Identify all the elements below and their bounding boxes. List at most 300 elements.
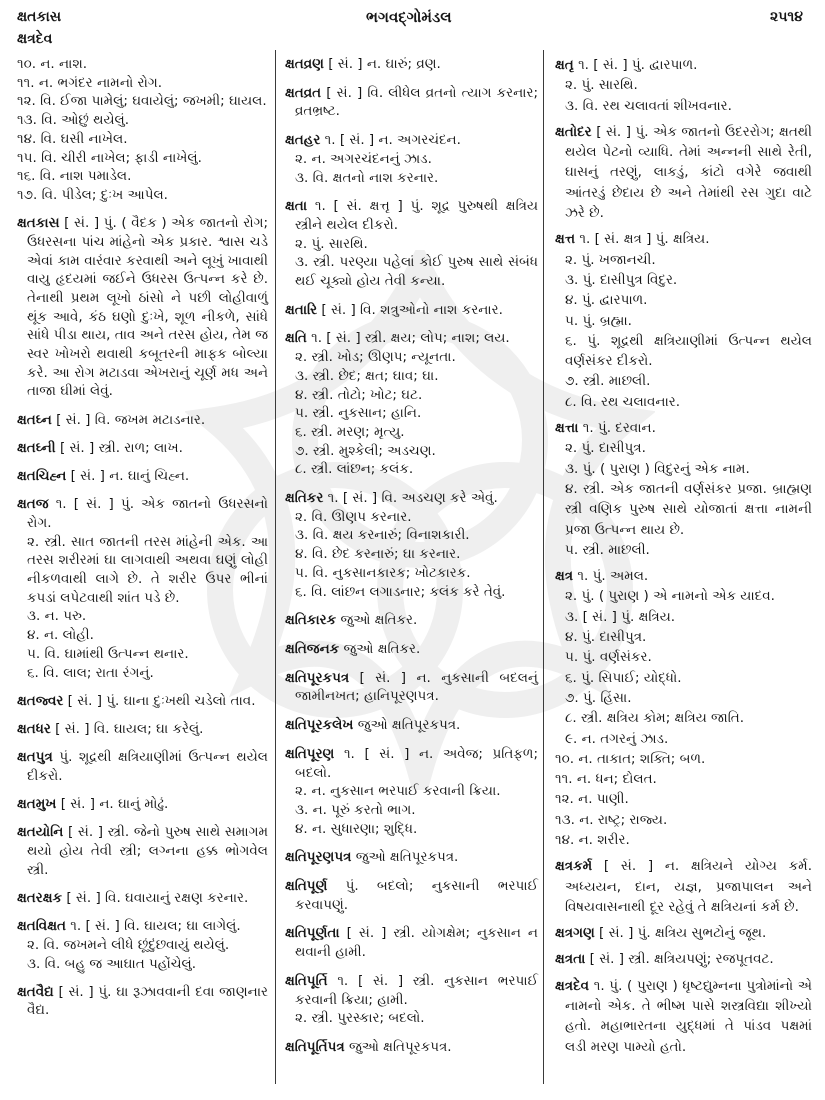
sense-text: પું. સિપાઈ; યોદ્ધો.	[581, 669, 682, 686]
sense-number: ૩.	[295, 801, 309, 818]
headword: ક્ષત્ર	[555, 568, 574, 585]
sense-number: ૪.	[295, 386, 308, 403]
sense	[555, 789, 812, 809]
sense	[285, 526, 538, 545]
dictionary-entry	[17, 917, 268, 936]
sense	[285, 169, 538, 188]
sense-text: પું. દાસીપુત્ર વિદુર.	[582, 271, 678, 288]
headword: ક્ષતિજનક	[285, 640, 340, 657]
sense-number: ૧૦.	[17, 56, 37, 72]
sense	[285, 367, 538, 386]
definition: [ સં. ] સ્ત્રી. જેનો પુરુષ સાથે સમાગમ થયો હોય તેવી સ્ત્રી; લગ્નના હક્ક ભોગવેલ સ્ત્રી.	[27, 824, 268, 878]
sense-number: ૨.	[295, 508, 308, 525]
sense-number: ૭.	[565, 689, 579, 706]
sense-text: સ્ત્રી. તોટો; ખોટ; ઘટ.	[311, 386, 423, 403]
sense-number: ૫.	[27, 645, 41, 662]
sense	[285, 442, 538, 461]
dictionary-entry	[285, 611, 538, 630]
sense	[285, 545, 538, 564]
sense	[555, 311, 812, 331]
headword: ક્ષતજ	[17, 496, 49, 513]
sense-number: ૭.	[565, 373, 579, 390]
sense	[555, 270, 812, 290]
sense-text: વિ. ક્ષય કરનારું; વિનાશકારી.	[312, 527, 470, 544]
column-divider	[543, 50, 544, 1084]
definition: ૧. [ સં. ] વિ. અડચણ કરે એવું.	[327, 490, 498, 507]
sense-number: ૬.	[565, 332, 577, 349]
sense	[17, 626, 268, 645]
sense-number: ૪.	[27, 627, 40, 644]
sense	[17, 74, 268, 93]
guide-word-last: ક્ષત્રદેવ	[17, 31, 53, 47]
sense	[555, 708, 812, 728]
dictionary-entry	[555, 55, 812, 75]
sense-number: ૧૩.	[555, 811, 575, 828]
headword: ક્ષતિપૂરકપત્ર	[285, 669, 350, 686]
sense-number: ૨.	[27, 533, 40, 550]
sense	[285, 253, 538, 290]
sense-text: ન. સુધારણા; શુદ્ધિ.	[311, 820, 418, 837]
dictionary-entry	[285, 489, 538, 508]
sense-number: ૧૦.	[555, 750, 575, 767]
sense	[555, 668, 812, 688]
sense-text: સ્ત્રી. ક્ષત્રિય કોમ; ક્ષત્રિય જાતિ.	[581, 710, 745, 727]
sense	[555, 371, 812, 391]
headword: ક્ષતૃ	[555, 57, 574, 73]
sense	[17, 111, 268, 130]
headword: ક્ષતરક્ષક	[17, 889, 63, 906]
sense-text: ન. રાષ્ટ્ર; રાજ્ય.	[579, 811, 668, 828]
sense-text: સ્ત્રી. છેદ; ક્ષત; ઘાવ; ઘા.	[312, 367, 439, 384]
definition: [ સં. ] વિ. લીધેલ વ્રતનો ત્યાગ કરનાર; વ્રતભ્રષ્ટ.	[295, 84, 539, 120]
column-left	[17, 55, 268, 1020]
sense	[17, 92, 268, 111]
headword: ક્ષતપુત્ર	[17, 749, 53, 766]
dictionary-entry	[17, 439, 268, 458]
sense-number: ૮.	[565, 393, 577, 410]
sense	[555, 250, 812, 270]
sense	[17, 149, 268, 168]
definition: [ સં. ] પું. ક્ષત્રિય સુભટોનું જૂથ.	[599, 925, 767, 942]
definition: [ સં. ] ન. ઘાનું ચિહ્ન.	[70, 468, 190, 485]
dictionary-entry	[555, 122, 812, 223]
sense-text: વિ. રથ ચલાવનાર.	[581, 393, 681, 410]
sense-number: ૫.	[565, 649, 579, 666]
dictionary-entry	[285, 640, 538, 659]
sense	[17, 645, 268, 664]
sense-text: [ સં. ] પું. ક્ષત્રિય.	[582, 608, 676, 625]
dictionary-entry	[555, 566, 812, 586]
sense-text: વિ. નુકસાનકારક; ખોટકારક.	[312, 564, 471, 581]
sense-text: પું. વર્ણસંકર.	[582, 649, 652, 666]
sense-number: ૬.	[565, 669, 577, 686]
sense-text: ન. ધન; દોલત.	[576, 771, 657, 788]
definition: [ સં. ] ન. ઘાનું મોઢું.	[60, 796, 169, 813]
definition: [ સં. ] પું. એક જાતનો ઉદરરોગ; ક્ષતથી થયેલ પેટનો વ્યાધિ. તેમાં અન્નની સાથે રેતી, ઘાસનું તરણું, લાકડું, કાંટો વગેરે જવાથી આંતરડું છેદાય છે અને તેમાંથી રસ ગુદા વાટે ઝરે છે.	[565, 123, 812, 222]
definition: [ સં. ] સ્ત્રી. રાળ; લાખ.	[59, 439, 183, 456]
sense-text: વિ. ઘામાંથી ઉત્પન્ન થનાર.	[44, 645, 189, 662]
headword: ક્ષતા	[285, 198, 308, 215]
sense-text: સ્ત્રી. એક જાતની વર્ણસંકર પ્રજા. બ્રાહ્મણ સ્ત્રી વણિક પુરુષ સાથે યોજાતાં ક્ષત્તા નામની પ્રજા ઉત્પન્ન થાય છે.	[565, 480, 812, 538]
sense-number: ૨.	[565, 440, 578, 457]
sense	[555, 830, 812, 850]
sense	[285, 150, 538, 169]
sense-text: સ્ત્રી. મુશ્કેલી; અડચણ.	[312, 442, 436, 459]
cross-reference: જુઓ ક્ષતિકર.	[343, 640, 421, 657]
sense-number: ૬.	[295, 423, 307, 440]
dictionary-entry	[285, 1038, 538, 1057]
sense	[555, 479, 812, 540]
dictionary-entry	[555, 949, 812, 969]
dictionary-entry	[285, 301, 538, 320]
sense-number: ૩.	[565, 460, 579, 477]
page-title: ભગવદ્ગોમંડલ	[366, 8, 452, 26]
sense-text: સ્ત્રી. મરણ; મૃત્યુ.	[311, 423, 405, 440]
sense-number: ૪.	[565, 292, 578, 309]
dictionary-entry	[17, 411, 268, 430]
definition: પું. બદલો; નુકસાની ભરપાઈ કરવાપણું.	[295, 878, 538, 913]
headword: ક્ષતિપૂરણ	[285, 745, 335, 762]
sense-text: ન. નુકસાન ભરપાઈ કરવાની ક્રિયા.	[311, 783, 501, 800]
sense-number: ૧૩.	[17, 112, 37, 129]
sense	[555, 75, 812, 95]
sense-text: વિ. બહુ જ આઘાત પહોંચેલું.	[44, 955, 196, 972]
sense-text: પું. ( પુરાણ ) એ નામનો એક યાદવ.	[581, 588, 775, 605]
sense-number: ૧૨.	[555, 791, 574, 808]
sense-text: ન. ભગંદર નામનો રોગ.	[38, 74, 163, 91]
sense	[555, 438, 812, 458]
headword: ક્ષતચિહ્ન	[17, 468, 67, 485]
headword: ક્ષતવિક્ષત	[17, 918, 66, 935]
sense-text: વિ. પીડેલ; દુઃખ આપેલ.	[41, 186, 168, 203]
sense-number: ૩.	[565, 271, 579, 288]
definition: [ સં. ] પું. ( વૈદક ) એક જાતનો રોગ; ઉધરસના પાંચ માંહેનો એક પ્રકાર. શ્વાસ ચડે એવાં કામ વારંવાર કરવાથી અને લૂખું ખાવાથી વાયુ હૃદયમાં જઈને ઉધરસ ઉત્પન્ન કરે છે. તેનાથી પ્રથમ લૂખો ઠાંસો ને પછી લોહીવાળું થૂંક આવે, કંઠ ઘણો દુઃખે, શૂળ નીકળે, સાંધે સાંધે પીડા થાય, તાવ અને તરસ હોય, તેમ જ સ્વર ખોખરો થવાથી કબૂતરની માફક બોલ્યા કરે. આ રોગ મટાડવા એખરાનું ચૂર્ણ મધ અને તાજા ઘીમાં લેવું.	[27, 215, 268, 400]
dictionary-entry	[285, 55, 538, 74]
dictionary-entry	[285, 848, 538, 867]
sense-text: વિ. ઊણપ કરનાર.	[311, 508, 412, 525]
dictionary-entry	[555, 856, 812, 917]
sense	[555, 769, 812, 789]
sense	[17, 664, 268, 683]
sense	[285, 801, 538, 820]
cross-reference: જુઓ ક્ષતિપૂરકપત્ર.	[348, 1038, 452, 1055]
dictionary-entry	[17, 889, 268, 908]
dictionary-entry	[285, 84, 538, 121]
sense-text: પું. સારથિ.	[311, 235, 368, 252]
sense-number: ૩.	[27, 608, 41, 625]
sense-number: ૨.	[295, 783, 308, 800]
sense-number: ૩.	[295, 169, 309, 186]
sense-text: પું. ખજાનચી.	[581, 251, 656, 268]
sense-text: પું. બ્રહ્મા.	[582, 312, 632, 329]
sense-number: ૯.	[565, 730, 578, 747]
sense-text: ન. લોહી.	[43, 627, 94, 644]
cross-reference: જુઓ ક્ષતિકર.	[340, 612, 418, 629]
column-divider	[275, 50, 276, 1084]
sense	[285, 348, 538, 367]
headword: ક્ષતકાસ	[17, 215, 60, 232]
sense-number: ૪.	[295, 820, 308, 837]
sense-text: સ્ત્રી. સાત જાતની તરસ માંહેની એક. આ તરસ શરીરમાં ઘા લાગવાથી અથવા ઘણું લોહી નીકળવાથી લાગે છે. તે શરીર ઉપર ભીનાં કપડાં લપેટવાથી શાંત પડે છે.	[27, 533, 269, 606]
dictionary-entry	[285, 972, 538, 1009]
sense	[285, 386, 538, 405]
dictionary-entry	[555, 923, 812, 943]
dictionary-entry	[17, 214, 268, 401]
sense	[285, 1009, 538, 1028]
sense-text: વિ. લાલ; રાતા રંગનું.	[43, 664, 154, 681]
definition: [ સં. ] ન. નુકસાની બદલનું જામીનખત; હાનિપૂરણપત્ર.	[295, 669, 538, 705]
sense	[285, 782, 538, 801]
sense-text: વિ. નાશ પમાડેલ.	[39, 168, 132, 185]
sense	[17, 936, 268, 955]
sense	[17, 130, 268, 149]
sense-text: ન. શરીર.	[578, 831, 630, 848]
headword: ક્ષતજ્વર	[17, 692, 64, 709]
dictionary-entry	[285, 877, 538, 914]
sense	[285, 820, 538, 839]
definition: ૧. [ સં. ] પું. દ્વારપાળ.	[578, 57, 698, 73]
sense	[555, 459, 812, 479]
dictionary-entry	[555, 976, 812, 1057]
sense-text: ન. નાશ.	[40, 56, 88, 72]
headword: ક્ષત્રદેવ	[555, 977, 590, 994]
headword: ક્ષતહર	[285, 132, 321, 149]
definition: ૧. [ સં. ] સ્ત્રી. નુકસાન ભરપાઈ કરવાની ક્રિયા; હામી.	[295, 972, 538, 1008]
headword: ક્ષતિપૂર્ણતા	[285, 925, 340, 942]
sense	[555, 647, 812, 667]
definition: [ સં. ] પું. ઘા રૂઝાવવાની દવા જાણનાર વૈદ્ય.	[27, 983, 268, 1019]
definition: ૧. [ સં. ક્ષત્ર ] પું. ક્ષત્રિય.	[579, 231, 710, 248]
sense	[17, 955, 268, 974]
sense-text: ન. પરુ.	[44, 608, 87, 625]
sense-number: ૨.	[27, 936, 40, 953]
sense-text: વિ. છેદ કરનારું; ઘા કરનાર.	[311, 546, 461, 563]
dictionary-entry	[17, 720, 268, 739]
definition: [ સં. ] વિ. ઘવાયાનું રક્ષણ કરનાર.	[66, 889, 249, 906]
sense	[17, 186, 268, 205]
headword: ક્ષતિ	[285, 330, 307, 347]
definition: [ સં. ] સ્ત્રી. યોગક્ષેમ; નુકસાન ન થવાની હામી.	[295, 925, 538, 961]
definition: ૧. પું. ( પુરાણ ) ધૃષ્ટદ્યુમ્નના પુત્રોમાંનો એ નામનો એક. તે ભીષ્મ પાસે શસ્ત્રવિદ્યા શીખ્યો હતો. મહાભારતના યુદ્ધમાં તે પાંડવ પક્ષમાં લડી મરણ પામ્યો હતો.	[565, 977, 812, 1055]
definition: ૧. [ સં. ક્ષત્તૃ ] પું. શૂદ્ર પુરુષથી ક્ષત્રિય સ્ત્રીને થયેલ દીકરો.	[295, 198, 538, 233]
definition: [ સં. ] ન. ક્ષત્રિયને યોગ્ય કર્મ. અધ્યયન, દાન, યજ્ઞ, પ્રજાપાલન અને વિષયવાસનાથી દૂર રહેવું તે ક્ષત્રિયનાં કર્મ છે.	[565, 858, 812, 915]
dictionary-entry	[285, 924, 538, 961]
sense	[285, 423, 538, 442]
sense-number: ૧૪.	[17, 130, 37, 147]
dictionary-entry	[285, 131, 538, 150]
headword: ક્ષત્રતા	[555, 951, 586, 968]
definition: [ સં. ] વિ. શત્રુઓનો નાશ કરનાર.	[321, 301, 503, 318]
sense	[555, 540, 812, 560]
sense-text: સ્ત્રી. માછલી.	[582, 373, 651, 390]
sense-number: ૪.	[565, 480, 578, 497]
headword: ક્ષતિપૂર્તિ	[285, 972, 328, 989]
dictionary-entry	[555, 229, 812, 249]
sense-text: પું. શૂદ્રથી ક્ષત્રિયાણીમાં ઉત્પન્ન થયેલ વર્ણસંકર દીકરો.	[565, 332, 813, 370]
sense-text: ન. અગરચંદનનું ઝાડ.	[311, 150, 432, 167]
sense-number: ૨.	[295, 349, 308, 366]
definition: [ સં. ] ન. ઘારું; વ્રણ.	[328, 56, 441, 72]
sense	[17, 167, 268, 186]
headword: ક્ષતવ્રણ	[285, 56, 324, 72]
sense-text: વિ. ઓછું થયેલું.	[41, 112, 130, 129]
sense-number: ૧૬.	[17, 168, 36, 185]
sense	[555, 331, 812, 372]
headword: ક્ષતિકર	[285, 490, 324, 507]
headword: ક્ષતમુખ	[17, 796, 57, 813]
headword: ક્ષત્તા	[555, 420, 579, 437]
headword: ક્ષતયોનિ	[17, 824, 64, 841]
sense-text: ન. પાણી.	[578, 791, 629, 808]
sense-text: ન. પૂરું કરતો ભાગ.	[312, 801, 416, 818]
definition: ૧. [ સં. ] સ્ત્રી. ક્ષય; લોપ; નાશ; લય.	[311, 330, 510, 347]
definition: ૧. પું. દરવાન.	[582, 420, 656, 437]
sense-text: વિ. રથ ચલાવતાં શીખવનાર.	[582, 97, 732, 114]
dictionary-entry	[17, 467, 268, 486]
headword: ક્ષતવ્રત	[285, 84, 322, 101]
sense-number: ૩.	[27, 955, 41, 972]
sense-number: ૨.	[565, 588, 578, 605]
definition: ૧. પું. અમલ.	[577, 568, 649, 585]
sense-text: સ્ત્રી. ખોડ; ઊણપ; ન્યૂનતા.	[311, 349, 456, 366]
sense-text: વિ. જખમને લીધે છૂંદુંછવાયું થયેલું.	[43, 936, 230, 953]
headword: ક્ષતધર	[17, 721, 51, 737]
sense-text: સ્ત્રી. લાંછન; કલંક.	[311, 461, 414, 478]
sense-text: સ્ત્રી. નુકસાન; હાનિ.	[312, 405, 422, 422]
sense-number: ૨.	[295, 235, 308, 252]
sense-number: ૬.	[295, 583, 307, 600]
headword: ક્ષત્ત	[555, 231, 576, 248]
sense-number: ૫.	[295, 405, 309, 422]
definition: [ સં. ] પું. ઘાના દુઃખથી ચડેલો તાવ.	[67, 692, 256, 709]
sense-text: સ્ત્રી. માછલી.	[582, 541, 650, 558]
sense-number: ૪.	[565, 629, 578, 646]
sense-number: ૩.	[295, 254, 309, 271]
headword: ક્ષતવૈદ્ય	[17, 983, 54, 1000]
headword: ક્ષતોદર	[555, 123, 592, 140]
cross-reference: જુઓ ક્ષતિપૂરકપત્ર.	[357, 717, 461, 734]
sense-number: ૨.	[295, 1010, 308, 1027]
sense	[555, 96, 812, 116]
sense-number: ૫.	[565, 312, 579, 329]
sense-number: ૨.	[565, 251, 578, 268]
dictionary-entry	[17, 823, 268, 879]
headword: ક્ષતઘ્ની	[17, 439, 56, 456]
definition: ૧. [ સં. ] પું. એક જાતનો ઉધરસનો રોગ.	[27, 496, 268, 531]
sense	[555, 607, 812, 627]
sense-number: ૨.	[565, 77, 578, 94]
sense-number: ૩.	[565, 97, 579, 114]
sense-number: ૨.	[295, 150, 308, 167]
sense-text: વિ. ઈજા પામેલું; ઘવાયેલું; જખમી; ઘાયલ.	[40, 93, 267, 110]
sense-text: પું. સારથિ.	[581, 77, 638, 94]
page-number: ૨૫૧૪	[770, 9, 803, 25]
guide-word-first: ક્ષતકાસ	[17, 9, 62, 25]
cross-reference: જુઓ ક્ષતિપૂરકપત્ર.	[355, 849, 459, 866]
sense	[285, 508, 538, 527]
sense-number: ૩.	[565, 608, 579, 625]
headword: ક્ષતિપૂર્ણ	[285, 878, 328, 895]
dictionary-entry	[285, 716, 538, 735]
column-right	[555, 55, 812, 1057]
sense-number: ૫.	[295, 564, 309, 581]
sense	[555, 627, 812, 647]
headword: ક્ષતારિ	[285, 301, 318, 318]
sense-number: ૬.	[27, 664, 39, 681]
sense	[555, 729, 812, 749]
dictionary-entry	[17, 748, 268, 785]
definition: પું. શૂદ્રથી ક્ષત્રિયાણીમાં ઉત્પન્ન થયેલ દીકરો.	[27, 749, 268, 784]
dictionary-entry	[555, 418, 812, 438]
definition: [ સં. ] વિ. ઘાયલ; ઘા કરેલું.	[55, 721, 204, 737]
sense	[17, 533, 268, 608]
headword: ક્ષતિપૂર્તિપત્ર	[285, 1038, 345, 1055]
sense-number: ૧૪.	[555, 831, 575, 848]
sense-number: ૩.	[295, 527, 309, 544]
sense-text: ન. તાકાત; શક્તિ; બળ.	[578, 750, 706, 767]
sense-number: ૭.	[295, 442, 309, 459]
dictionary-entry	[285, 329, 538, 348]
dictionary-entry	[17, 983, 268, 1020]
sense-text: સ્ત્રી. પરણ્યા પહેલાં કોઈ પુરુષ સાથે સંબંધ થઈ ચૂક્યો હોય તેવી કન્યા.	[295, 254, 538, 290]
sense-number: ૮.	[295, 461, 307, 478]
dictionary-entry	[285, 197, 538, 234]
sense-number: ૩.	[295, 367, 309, 384]
sense	[17, 607, 268, 626]
sense-text: પું. દ્વારપાળ.	[581, 292, 648, 309]
sense-text: સ્ત્રી. પુરસ્કાર; બદલો.	[311, 1010, 425, 1027]
sense-number: ૧૫.	[17, 149, 37, 166]
sense-text: વિ. ઘસી નાખેલ.	[40, 130, 128, 147]
headword: ક્ષતિપૂરણપત્ર	[285, 849, 352, 866]
column-middle	[285, 55, 538, 1057]
sense-number: ૧૧.	[17, 74, 35, 91]
headword: ક્ષતિકારક	[285, 612, 337, 629]
sense	[285, 583, 538, 602]
sense-number: ૧૭.	[17, 186, 38, 203]
dictionary-entry	[17, 795, 268, 814]
sense-number: ૧૨.	[17, 93, 36, 110]
sense-number: ૪.	[295, 546, 308, 563]
sense	[17, 55, 268, 74]
sense-text: ન. તગરનું ઝાડ.	[581, 730, 669, 747]
sense	[555, 392, 812, 412]
definition: ૧. [ સં. ] ન. અગરચંદન.	[324, 132, 461, 149]
sense	[555, 688, 812, 708]
sense	[555, 290, 812, 310]
definition: [ સં. ] વિ. જખમ મટાડનાર.	[56, 411, 206, 428]
sense-number: ૮.	[565, 710, 577, 727]
sense-text: પું. ( પુરાણ ) વિદુરનું એક નામ.	[582, 460, 750, 477]
sense	[555, 810, 812, 830]
definition: ૧. [ સં. ] વિ. ઘાયલ; ઘા લાગેલું.	[70, 918, 241, 935]
headword: ક્ષતઘ્ન	[17, 411, 52, 428]
sense-text: પું. દાસીપુત્ર.	[581, 629, 647, 646]
sense-text: વિ. ચીરી નાખેલ; ફાડી નાખેલું.	[41, 149, 202, 166]
dictionary-entry	[285, 745, 538, 782]
sense-text: વિ. લાંછન લગાડનાર; કલંક કરે તેવું.	[311, 583, 506, 600]
sense-text: વિ. ક્ષતનો નાશ કરનાર.	[312, 169, 439, 186]
definition: [ સં. ] સ્ત્રી. ક્ષત્રિયપણું; રજપૂતવટ.	[589, 951, 774, 968]
sense-text: પું. દાસીપુત્ર.	[581, 440, 646, 457]
sense-number: ૧૧.	[555, 771, 573, 788]
headword: ક્ષત્રગણ	[555, 925, 595, 942]
dictionary-entry	[17, 495, 268, 532]
sense-text: પું. હિંસા.	[582, 689, 632, 706]
headword: ક્ષતિપૂરકલેખ	[285, 717, 354, 734]
dictionary-entry	[285, 669, 538, 706]
sense	[285, 404, 538, 423]
